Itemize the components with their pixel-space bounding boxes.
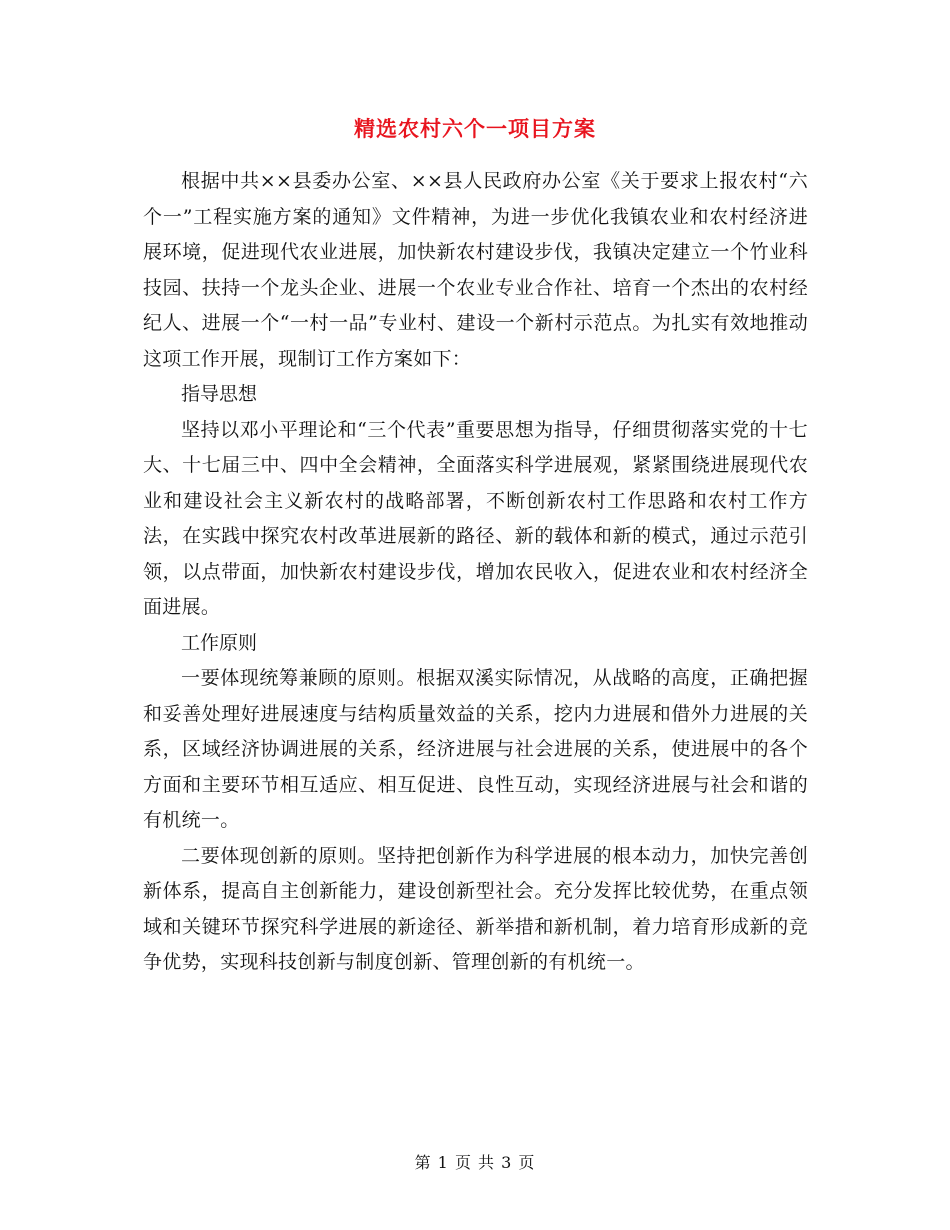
page-number-footer: 第 1 页 共 3 页 — [414, 1153, 536, 1172]
section-heading-guiding-ideology: 指导思想 — [181, 383, 258, 405]
document-body — [143, 164, 808, 981]
intro-paragraph: 根据中共××县委办公室、××县人民政府办公室《关于要求上报农村“六个一”工程实施方案的通知》文件精神，为进一步优化我镇农业和农村经济进展环境，促进现代农业进展，加快新农村建设步伐，我镇决定建立一个竹业科技园、扶持一个龙头企业、进展一个农业专业合作社、培育一个杰出的农村经纪人、进展一个“一村一品”专业村、建设一个新村示范点。为扎实有效地推动这项工作开展，现制订工作方案如下： — [143, 170, 808, 370]
document-title: 精选农村六个一项目方案 — [354, 116, 596, 141]
principle-one-paragraph: 一要体现统筹兼顾的原则。根据双溪实际情况，从战略的高度，正确把握和妥善处理好进展速度与结构质量效益的关系，挖内力进展和借外力进展的关系，区域经济协调进展的关系，经济进展与社会进展的关系，使进展中的各个方面和主要环节相互适应、相互促进、良性互动，实现经济进展与社会和谐的有机统一。 — [143, 667, 808, 831]
guiding-ideology-paragraph: 坚持以邓小平理论和“三个代表”重要思想为指导，仔细贯彻落实党的十七大、十七届三中、四中全会精神，全面落实科学进展观，紧紧围绕进展现代农业和建设社会主义新农村的战略部署，不断创新农村工作思路和农村工作方法，在实践中探究农村改革进展新的路径、新的载体和新的模式，通过示范引领，以点带面，加快新农村建设步伐，增加农民收入，促进农业和农村经济全面进展。 — [143, 418, 808, 618]
section-heading-work-principles: 工作原则 — [181, 631, 258, 654]
principle-two-paragraph: 二要体现创新的原则。坚持把创新作为科学进展的根本动力，加快完善创新体系，提高自主创新能力，建设创新型社会。充分发挥比较优势，在重点领域和关键环节探究科学进展的新途径、新举措和新机制，着力培育形成新的竞争优势，实现科技创新与制度创新、管理创新的有机统一。 — [143, 844, 808, 973]
